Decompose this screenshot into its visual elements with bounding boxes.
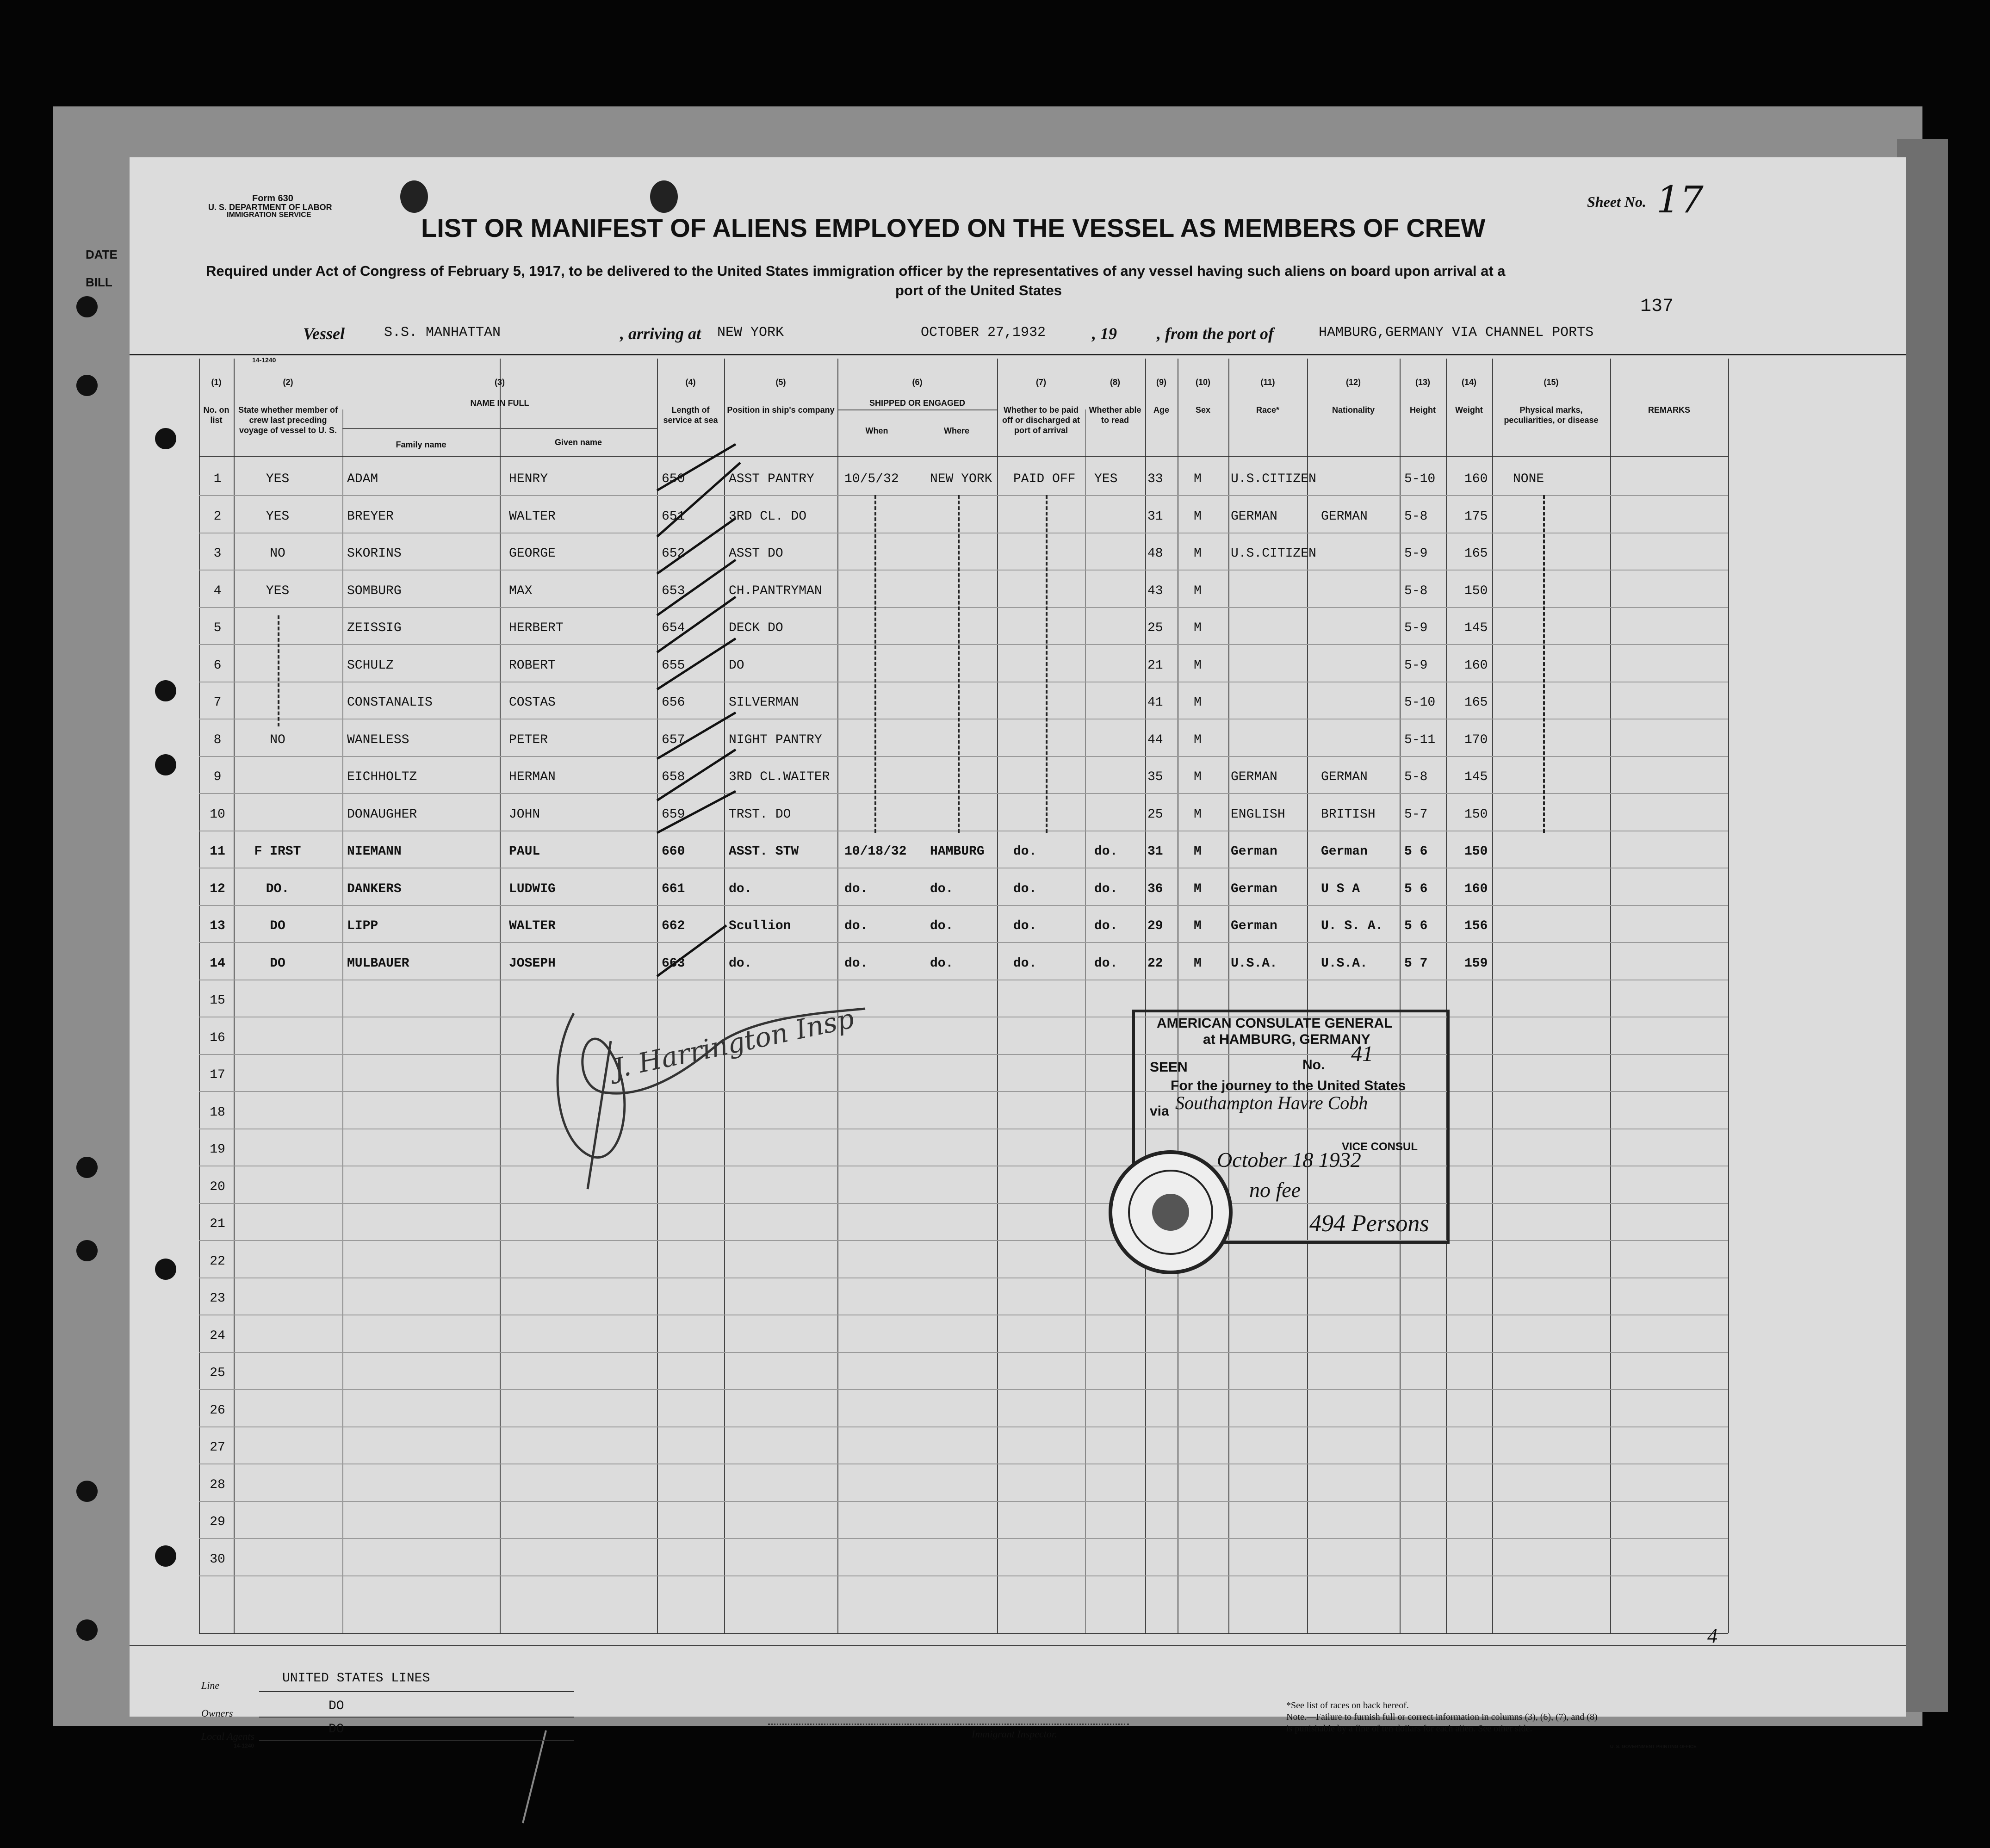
cell-given: GEORGE	[509, 546, 556, 561]
cell-race: U.S.A.	[1231, 956, 1277, 971]
cell-prev: DO	[270, 919, 285, 933]
cell-weight: 156	[1464, 919, 1488, 933]
cell-weight: 160	[1464, 658, 1488, 673]
cell-n: 4	[213, 583, 222, 598]
cell-prev: YES	[266, 472, 290, 486]
cell-n: 3	[213, 546, 222, 561]
cell-service: 655	[662, 658, 685, 673]
cell-n: 12	[210, 881, 225, 896]
cell-nat: GERMAN	[1321, 509, 1368, 524]
stamp-via-value: Southampton Havre Cobh	[1175, 1092, 1368, 1113]
cell-age: 35	[1147, 770, 1163, 784]
cell-sex: M	[1194, 807, 1202, 822]
cell-service: 653	[662, 583, 685, 598]
stamp-journey: For the journey to the United States	[1171, 1078, 1406, 1093]
cell-given: LUDWIG	[509, 881, 556, 896]
cell-given: HERBERT	[509, 621, 564, 635]
cell-n: 18	[210, 1105, 225, 1120]
side-fragment: BILL	[86, 275, 112, 289]
cell-service: 651	[662, 509, 685, 524]
footer-note-3: is punishable by a fine of ten dollars for each alien. See other side.	[1286, 1724, 1532, 1734]
cell-sex: M	[1194, 658, 1202, 673]
cell-given: PAUL	[509, 844, 540, 859]
cell-given: JOSEPH	[509, 956, 556, 971]
cell-race: GERMAN	[1231, 509, 1277, 524]
cell-service: 660	[662, 844, 685, 859]
stamp-via-label: via	[1150, 1104, 1169, 1119]
cell-family: SOMBURG	[347, 583, 402, 598]
cell-n: 27	[210, 1440, 225, 1455]
cell-family: SCHULZ	[347, 658, 394, 673]
year-label: , 19	[1092, 324, 1117, 343]
cell-nat: U.S.A.	[1321, 956, 1368, 971]
stamp-city: at HAMBURG, GERMANY	[1203, 1032, 1370, 1047]
cell-position: DO	[729, 658, 744, 673]
cell-race: GERMAN	[1231, 770, 1277, 784]
cell-position: CH.PANTRYMAN	[729, 583, 822, 598]
cell-family: WANELESS	[347, 732, 409, 747]
column-header: Whether to be paid off or discharged at port of arrival	[1002, 405, 1080, 435]
form-service: IMMIGRATION SERVICE	[227, 211, 311, 219]
footer-printer: U. S. GOVERNMENT PRINTING OFFICE	[1610, 1744, 1697, 1749]
cell-paid: do.	[1013, 881, 1037, 896]
cell-position: TRST. DO	[729, 807, 791, 822]
cell-service: 661	[662, 881, 685, 896]
cell-n: 19	[210, 1142, 225, 1157]
column-header: NAME IN FULL	[470, 398, 529, 408]
cell-age: 31	[1147, 844, 1163, 859]
cell-n: 30	[210, 1552, 225, 1567]
cell-n: 8	[213, 732, 222, 747]
cell-service: 650	[662, 472, 685, 486]
cell-age: 25	[1147, 807, 1163, 822]
cell-family: CONSTANALIS	[347, 695, 433, 710]
cell-nat: BRITISH	[1321, 807, 1376, 822]
cell-given: COSTAS	[509, 695, 556, 710]
cell-n: 15	[210, 993, 225, 1008]
cell-n: 17	[210, 1068, 225, 1082]
cell-weight: 160	[1464, 881, 1488, 896]
cell-n: 14	[210, 956, 225, 971]
cell-weight: 165	[1464, 695, 1488, 710]
cell-position: ASST. STW	[729, 844, 799, 859]
cell-given: WALTER	[509, 509, 556, 524]
form-dept: U. S. DEPARTMENT OF LABOR	[208, 203, 332, 212]
cell-height: 5 7	[1404, 956, 1428, 971]
cell-weight: 170	[1464, 732, 1488, 747]
cell-nat: German	[1321, 844, 1368, 859]
subheader-when: When	[865, 426, 888, 435]
cell-given: HENRY	[509, 472, 548, 486]
footer-line-label: Line	[201, 1680, 220, 1691]
cell-age: 43	[1147, 583, 1163, 598]
cell-sex: M	[1194, 509, 1202, 524]
column-header: Physical marks, peculiarities, or disease	[1504, 405, 1599, 425]
cell-n: 1	[213, 472, 222, 486]
column-header: Sex	[1195, 405, 1211, 415]
vessel-label: Vessel	[303, 324, 345, 343]
cell-n: 21	[210, 1217, 225, 1231]
cell-given: JOHN	[509, 807, 540, 822]
cell-age: 29	[1147, 919, 1163, 933]
column-header: Nationality	[1332, 405, 1375, 415]
cell-when: do.	[844, 956, 868, 971]
stamp-date: October 18 1932	[1217, 1148, 1361, 1172]
manifest-subtitle-2: port of the United States	[895, 282, 1062, 298]
cell-age: 33	[1147, 472, 1163, 486]
cell-height: 5-10	[1404, 695, 1436, 710]
cell-n: 9	[213, 770, 222, 784]
footer-rule	[130, 1645, 1906, 1646]
cell-weight: 145	[1464, 770, 1488, 784]
cell-family: DONAUGHER	[347, 807, 417, 822]
cell-height: 5-8	[1404, 583, 1428, 598]
cell-age: 31	[1147, 509, 1163, 524]
cell-given: MAX	[509, 583, 533, 598]
sheet-number: 17	[1656, 178, 1704, 221]
cell-when: do.	[844, 919, 868, 933]
cell-prev: DO	[270, 956, 285, 971]
column-number: (10)	[1195, 378, 1210, 387]
column-number: (4)	[685, 378, 696, 387]
column-header: REMARKS	[1648, 405, 1690, 415]
cell-nat: U S A	[1321, 881, 1360, 896]
cell-race: U.S.CITIZEN	[1231, 472, 1316, 486]
cell-sex: M	[1194, 621, 1202, 635]
column-header: SHIPPED OR ENGAGED	[869, 398, 966, 408]
stamp-persons: 494 Persons	[1309, 1210, 1429, 1237]
stamp-seen: SEEN	[1150, 1060, 1188, 1075]
footer-note-1: *See list of races on back hereof.	[1286, 1700, 1409, 1711]
cell-family: DANKERS	[347, 881, 402, 896]
cell-family: SKORINS	[347, 546, 402, 561]
cell-n: 10	[210, 807, 225, 822]
cell-n: 7	[213, 695, 222, 710]
column-header: Position in ship's company	[727, 405, 835, 415]
cell-height: 5-9	[1404, 658, 1428, 673]
cell-where: do.	[930, 881, 954, 896]
cell-sex: M	[1194, 881, 1202, 896]
cell-prev: YES	[266, 509, 290, 524]
column-number: (3)	[495, 378, 505, 387]
cell-weight: 159	[1464, 956, 1488, 971]
page-reference: 137	[1640, 296, 1674, 317]
cell-paid: do.	[1013, 956, 1037, 971]
cell-age: 44	[1147, 732, 1163, 747]
cell-age: 22	[1147, 956, 1163, 971]
column-number: (5)	[775, 378, 786, 387]
service-slash-marks	[657, 444, 740, 976]
cell-when: 10/5/32	[844, 472, 899, 486]
cell-height: 5 6	[1404, 919, 1428, 933]
cell-read: do.	[1094, 844, 1118, 859]
cell-service: 658	[662, 770, 685, 784]
footer-agents-code: 14-1240	[234, 1743, 254, 1749]
cell-given: PETER	[509, 732, 548, 747]
footer-note-2: Note.—Failure to furnish full or correct information in columns (3), (6), (7), and (8)	[1286, 1712, 1598, 1722]
column-header: No. on list	[203, 405, 229, 425]
cell-where: do.	[930, 919, 954, 933]
column-number: (9)	[1156, 378, 1166, 387]
cell-height: 5 6	[1404, 881, 1428, 896]
footer-agents-label: Local Agents	[201, 1730, 255, 1742]
cell-where: NEW YORK	[930, 472, 992, 486]
column-header: Age	[1153, 405, 1169, 415]
cell-weight: 145	[1464, 621, 1488, 635]
cell-height: 5 6	[1404, 844, 1428, 859]
cell-service: 662	[662, 919, 685, 933]
column-number: (7)	[1036, 378, 1046, 387]
cell-position: do.	[729, 956, 752, 971]
side-fragment: DATE	[86, 248, 118, 261]
cell-given: WALTER	[509, 919, 556, 933]
cell-paid: do.	[1013, 844, 1037, 859]
footer-owners-value: DO	[329, 1699, 344, 1713]
cell-sex: M	[1194, 844, 1202, 859]
stamp-vice-consul: VICE CONSUL	[1342, 1141, 1418, 1153]
column-number: (12)	[1345, 378, 1361, 387]
cell-weight: 165	[1464, 546, 1488, 561]
cell-position: ASST DO	[729, 546, 783, 561]
cell-n: 26	[210, 1403, 225, 1418]
cell-age: 41	[1147, 695, 1163, 710]
cell-n: 29	[210, 1515, 225, 1529]
cell-sex: M	[1194, 732, 1202, 747]
cell-height: 5-10	[1404, 472, 1436, 486]
cell-family: NIEMANN	[347, 844, 402, 859]
column-number: (8)	[1110, 378, 1120, 387]
cell-sex: M	[1194, 472, 1202, 486]
column-header: Race*	[1256, 405, 1280, 415]
from-port: HAMBURG,GERMANY VIA CHANNEL PORTS	[1319, 325, 1594, 341]
stamp-consulate: AMERICAN CONSULATE GENERAL	[1157, 1016, 1393, 1031]
cell-n: 22	[210, 1254, 225, 1269]
cell-service: 663	[662, 956, 685, 971]
stamp-no-value: 41	[1351, 1042, 1373, 1066]
cell-prev: NO	[270, 546, 285, 561]
column-header: Whether able to read	[1089, 405, 1141, 425]
cell-height: 5-9	[1404, 621, 1428, 635]
cell-service: 656	[662, 695, 685, 710]
cell-height: 5-7	[1404, 807, 1428, 822]
cell-sex: M	[1194, 770, 1202, 784]
cell-read: do.	[1094, 956, 1118, 971]
cell-family: LIPP	[347, 919, 378, 933]
footer-line-value: UNITED STATES LINES	[282, 1671, 430, 1686]
cell-position: 3RD CL. DO	[729, 509, 807, 524]
from-port-label: , from the port of	[1157, 324, 1274, 343]
vessel-name: S.S. MANHATTAN	[384, 325, 501, 341]
column-number: (6)	[912, 378, 923, 387]
cell-marks: NONE	[1513, 472, 1544, 486]
column-header: Height	[1410, 405, 1436, 415]
cell-position: NIGHT PANTRY	[729, 732, 822, 747]
column-number: (1)	[211, 378, 222, 387]
column-number: (14)	[1461, 378, 1476, 387]
arrival-date: OCTOBER 27,1932	[921, 325, 1046, 341]
cell-when: 10/18/32	[844, 844, 907, 859]
cell-age: 21	[1147, 658, 1163, 673]
cell-family: BREYER	[347, 509, 394, 524]
cell-position: do.	[729, 881, 752, 896]
cell-position: Scullion	[729, 919, 791, 933]
cell-n: 23	[210, 1291, 225, 1306]
corner-mark: 4	[1707, 1625, 1717, 1647]
cell-n: 13	[210, 919, 225, 933]
cell-when: do.	[844, 881, 868, 896]
cell-sex: M	[1194, 919, 1202, 933]
subheader-family: Family name	[396, 440, 446, 449]
cell-race: German	[1231, 881, 1277, 896]
cell-n: 28	[210, 1477, 225, 1492]
cell-prev: NO	[270, 732, 285, 747]
cell-position: DECK DO	[729, 621, 783, 635]
cell-position: SILVERMAN	[729, 695, 799, 710]
arriving-label: , arriving at	[620, 324, 701, 343]
cell-service: 657	[662, 732, 685, 747]
cell-age: 25	[1147, 621, 1163, 635]
cell-race: U.S.CITIZEN	[1231, 546, 1316, 561]
cell-weight: 175	[1464, 509, 1488, 524]
cell-n: 2	[213, 509, 222, 524]
cell-n: 24	[210, 1328, 225, 1343]
subheader-given: Given name	[554, 438, 602, 447]
cell-prev: YES	[266, 583, 290, 598]
cell-weight: 150	[1464, 583, 1488, 598]
cell-family: ZEISSIG	[347, 621, 402, 635]
cell-where: do.	[930, 956, 954, 971]
cell-weight: 160	[1464, 472, 1488, 486]
cell-prev: DO.	[266, 881, 290, 896]
cell-weight: 150	[1464, 844, 1488, 859]
manifest-subtitle: Required under Act of Congress of February 5, 1917, to be delivered to the United States immigration officer by the representatives of any vessel having such aliens on board upon arrival at a	[206, 263, 1506, 279]
column-number: (15)	[1544, 378, 1559, 387]
cell-position: ASST PANTRY	[729, 472, 814, 486]
form-number: Form 630	[252, 193, 293, 204]
cell-sex: M	[1194, 956, 1202, 971]
cell-n: 16	[210, 1030, 225, 1045]
cell-weight: 150	[1464, 807, 1488, 822]
cell-service: 659	[662, 807, 685, 822]
footer-inspector: Immigrant Inspector.	[972, 1728, 1057, 1740]
cell-given: HERMAN	[509, 770, 556, 784]
cell-read: YES	[1094, 472, 1118, 486]
manifest-title: LIST OR MANIFEST OF ALIENS EMPLOYED ON THE VESSEL AS MEMBERS OF CREW	[421, 213, 1486, 242]
cell-service: 654	[662, 621, 685, 635]
column-header: State whether member of crew last preceding voyage of vessel to U. S.	[238, 405, 338, 435]
stamp-fee: no fee	[1249, 1178, 1301, 1202]
sheet-label: Sheet No.	[1587, 193, 1646, 210]
column-number: (11)	[1260, 378, 1275, 387]
cell-height: 5-11	[1404, 732, 1436, 747]
cell-prev: F IRST	[254, 844, 301, 859]
subheader-where: Where	[943, 426, 969, 435]
cell-paid: do.	[1013, 919, 1037, 933]
cell-age: 48	[1147, 546, 1163, 561]
cell-height: 5-9	[1404, 546, 1428, 561]
cell-family: MULBAUER	[347, 956, 409, 971]
footer-owners-label: Owners	[201, 1707, 233, 1719]
cell-where: HAMBURG	[930, 844, 985, 859]
cell-n: 20	[210, 1179, 225, 1194]
column-header: Weight	[1455, 405, 1483, 415]
footer-agents-value: DO	[329, 1722, 344, 1736]
cell-race: ENGLISH	[1231, 807, 1285, 822]
cell-n: 6	[213, 658, 222, 673]
cell-age: 36	[1147, 881, 1163, 896]
cell-n: 5	[213, 621, 222, 635]
column-header: Length of service at sea	[663, 405, 718, 425]
cell-sex: M	[1194, 546, 1202, 561]
side-code: 14-1240	[252, 356, 276, 364]
cell-race: German	[1231, 844, 1277, 859]
cell-read: do.	[1094, 919, 1118, 933]
cell-family: ADAM	[347, 472, 378, 486]
cell-n: 11	[210, 844, 225, 859]
cell-n: 25	[210, 1366, 225, 1380]
cell-race: German	[1231, 919, 1277, 933]
cell-service: 652	[662, 546, 685, 561]
signature-text: J. Harrington Insp	[610, 1002, 857, 1085]
column-number: (13)	[1415, 378, 1430, 387]
cell-height: 5-8	[1404, 509, 1428, 524]
cell-sex: M	[1194, 695, 1202, 710]
cell-sex: M	[1194, 583, 1202, 598]
cell-position: 3RD CL.WAITER	[729, 770, 830, 784]
cell-nat: U. S. A.	[1321, 919, 1383, 933]
cell-height: 5-8	[1404, 770, 1428, 784]
stamp-no-label: No.	[1302, 1057, 1325, 1073]
cell-nat: GERMAN	[1321, 770, 1368, 784]
arrival-port: NEW YORK	[717, 325, 784, 341]
cell-given: ROBERT	[509, 658, 556, 673]
cell-family: EICHHOLTZ	[347, 770, 417, 784]
column-number: (2)	[283, 378, 293, 387]
cell-read: do.	[1094, 881, 1118, 896]
cell-paid: PAID OFF	[1013, 472, 1076, 486]
